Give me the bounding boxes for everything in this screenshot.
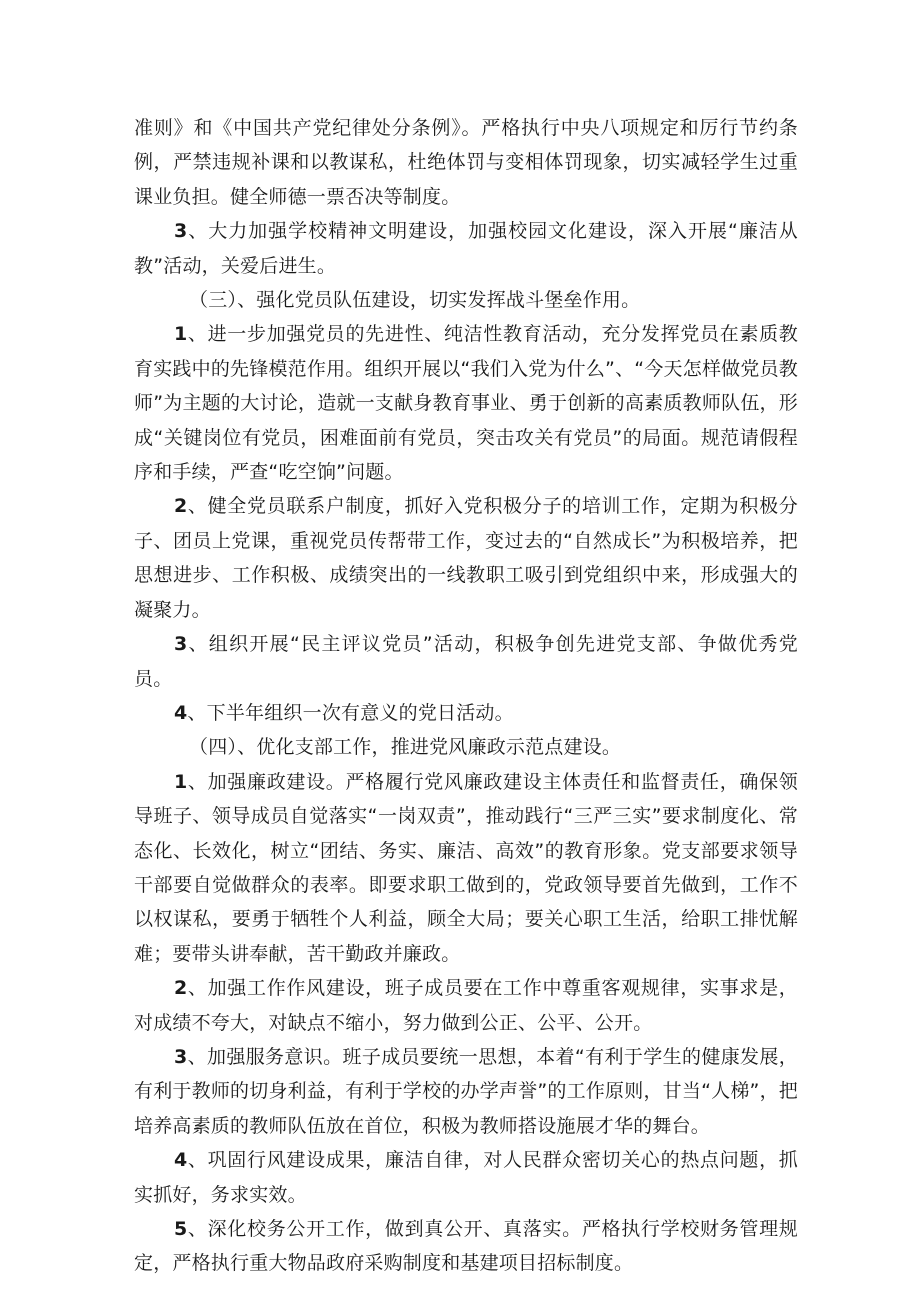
paragraph-number: 3 xyxy=(174,220,188,243)
paragraph-text: 、巩固行风建设成果，廉洁自律，对人民群众密切关心的热点问题，抓实抓好，务求实效。 xyxy=(134,1149,798,1206)
paragraph-number: 2 xyxy=(174,495,188,518)
paragraph-number: 4 xyxy=(174,1149,188,1172)
paragraph-text: 、深化校务公开工作，做到真公开、真落实。严格执行学校财务管理规定，严格执行重大物品政府采购制度和基建项目招标制度。 xyxy=(134,1218,798,1275)
section-heading xyxy=(134,283,798,317)
paragraph-text: 、大力加强学校精神文明建设，加强校园文化建设，深入开展“廉洁从教”活动，关爱后进生。 xyxy=(134,220,798,277)
document-body xyxy=(134,111,798,1281)
paragraph-item xyxy=(134,765,798,971)
paragraph-item xyxy=(134,1143,798,1212)
paragraph-text: 准则》和《中国共产党纪律处分条例》。严格执行中央八项规定和厉行节约条例，严禁违规补课和以教谋私，杜绝体罚与变相体罚现象，切实减轻学生过重课业负担。健全师德一票否决等制度。 xyxy=(134,117,798,208)
paragraph-number: 1 xyxy=(174,770,188,793)
paragraph-text: 、进一步加强党员的先进性、纯洁性教育活动，充分发挥党员在素质教育实践中的先锋模范作用。组织开展以“我们入党为什么”、“今天怎样做党员教师”为主题的大讨论，造就一支献身教育事业、勇于创新的高素质教师队伍，形成“关键岗位有党员，困难面前有党员，突击攻关有党员”的局面。规范请假程序和手续，严查“吃空饷”问题。 xyxy=(134,323,798,484)
paragraph-text: 、健全党员联系户制度，抓好入党积极分子的培训工作，定期为积极分子、团员上党课，重视党员传帮带工作，变过去的“自然成长”为积极培养，把思想进步、工作积极、成绩突出的一线教职工吸引到党组织中来，形成强大的凝聚力。 xyxy=(134,495,798,621)
paragraph-item xyxy=(134,696,798,730)
paragraph-text: 、加强服务意识。班子成员要统一思想，本着“有利于学生的健康发展，有利于教师的切身利益，有利于学校的办学声誉”的工作原则，甘当“人梯”，把培养高素质的教师队伍放在首位，积极为教师搭设施展才华的舞台。 xyxy=(134,1045,798,1137)
paragraph-item xyxy=(134,214,798,283)
paragraph-number: 3 xyxy=(174,1045,188,1068)
paragraph-text: 、组织开展“民主评议党员”活动，积极争创先进党支部、争做优秀党员。 xyxy=(134,633,798,690)
paragraph-item xyxy=(134,1212,798,1281)
paragraph-item xyxy=(134,317,798,489)
paragraph-item xyxy=(134,627,798,696)
paragraph-text: 、加强工作作风建设，班子成员要在工作中尊重客观规律，实事求是，对成绩不夸大，对缺点不缩小，努力做到公正、公平、公开。 xyxy=(134,977,798,1034)
section-heading xyxy=(134,730,798,764)
section-heading-text: （三）、强化党员队伍建设，切实发挥战斗堡垒作用。 xyxy=(189,289,641,312)
paragraph-text: 、加强廉政建设。严格履行党风廉政建设主体责任和监督责任，确保领导班子、领导成员自觉落实“一岗双责”，推动践行“三严三实”要求制度化、常态化、长效化，树立“团结、务实、廉洁、高效”的教育形象。党支部要求领导干部要自觉做群众的表率。即要求职工做到的，党政领导要首先做到，工作不以权谋私，要勇于牺牲个人利益，顾全大局；要关心职工生活，给职工排忧解难；要带头讲奉献，苦干勤政并廉政。 xyxy=(134,770,798,965)
paragraph-item xyxy=(134,489,798,627)
paragraph-continuation xyxy=(134,111,798,214)
paragraph-number: 1 xyxy=(174,323,188,346)
paragraph-item xyxy=(134,1040,798,1143)
section-heading-text: （四）、优化支部工作，推进党风廉政示范点建设。 xyxy=(189,736,622,759)
paragraph-item xyxy=(134,971,798,1040)
paragraph-number: 2 xyxy=(174,977,188,1000)
paragraph-number: 3 xyxy=(174,633,188,656)
paragraph-number: 4 xyxy=(174,701,188,724)
paragraph-text: 、下半年组织一次有意义的党日活动。 xyxy=(187,701,514,724)
paragraph-number: 5 xyxy=(174,1218,188,1240)
